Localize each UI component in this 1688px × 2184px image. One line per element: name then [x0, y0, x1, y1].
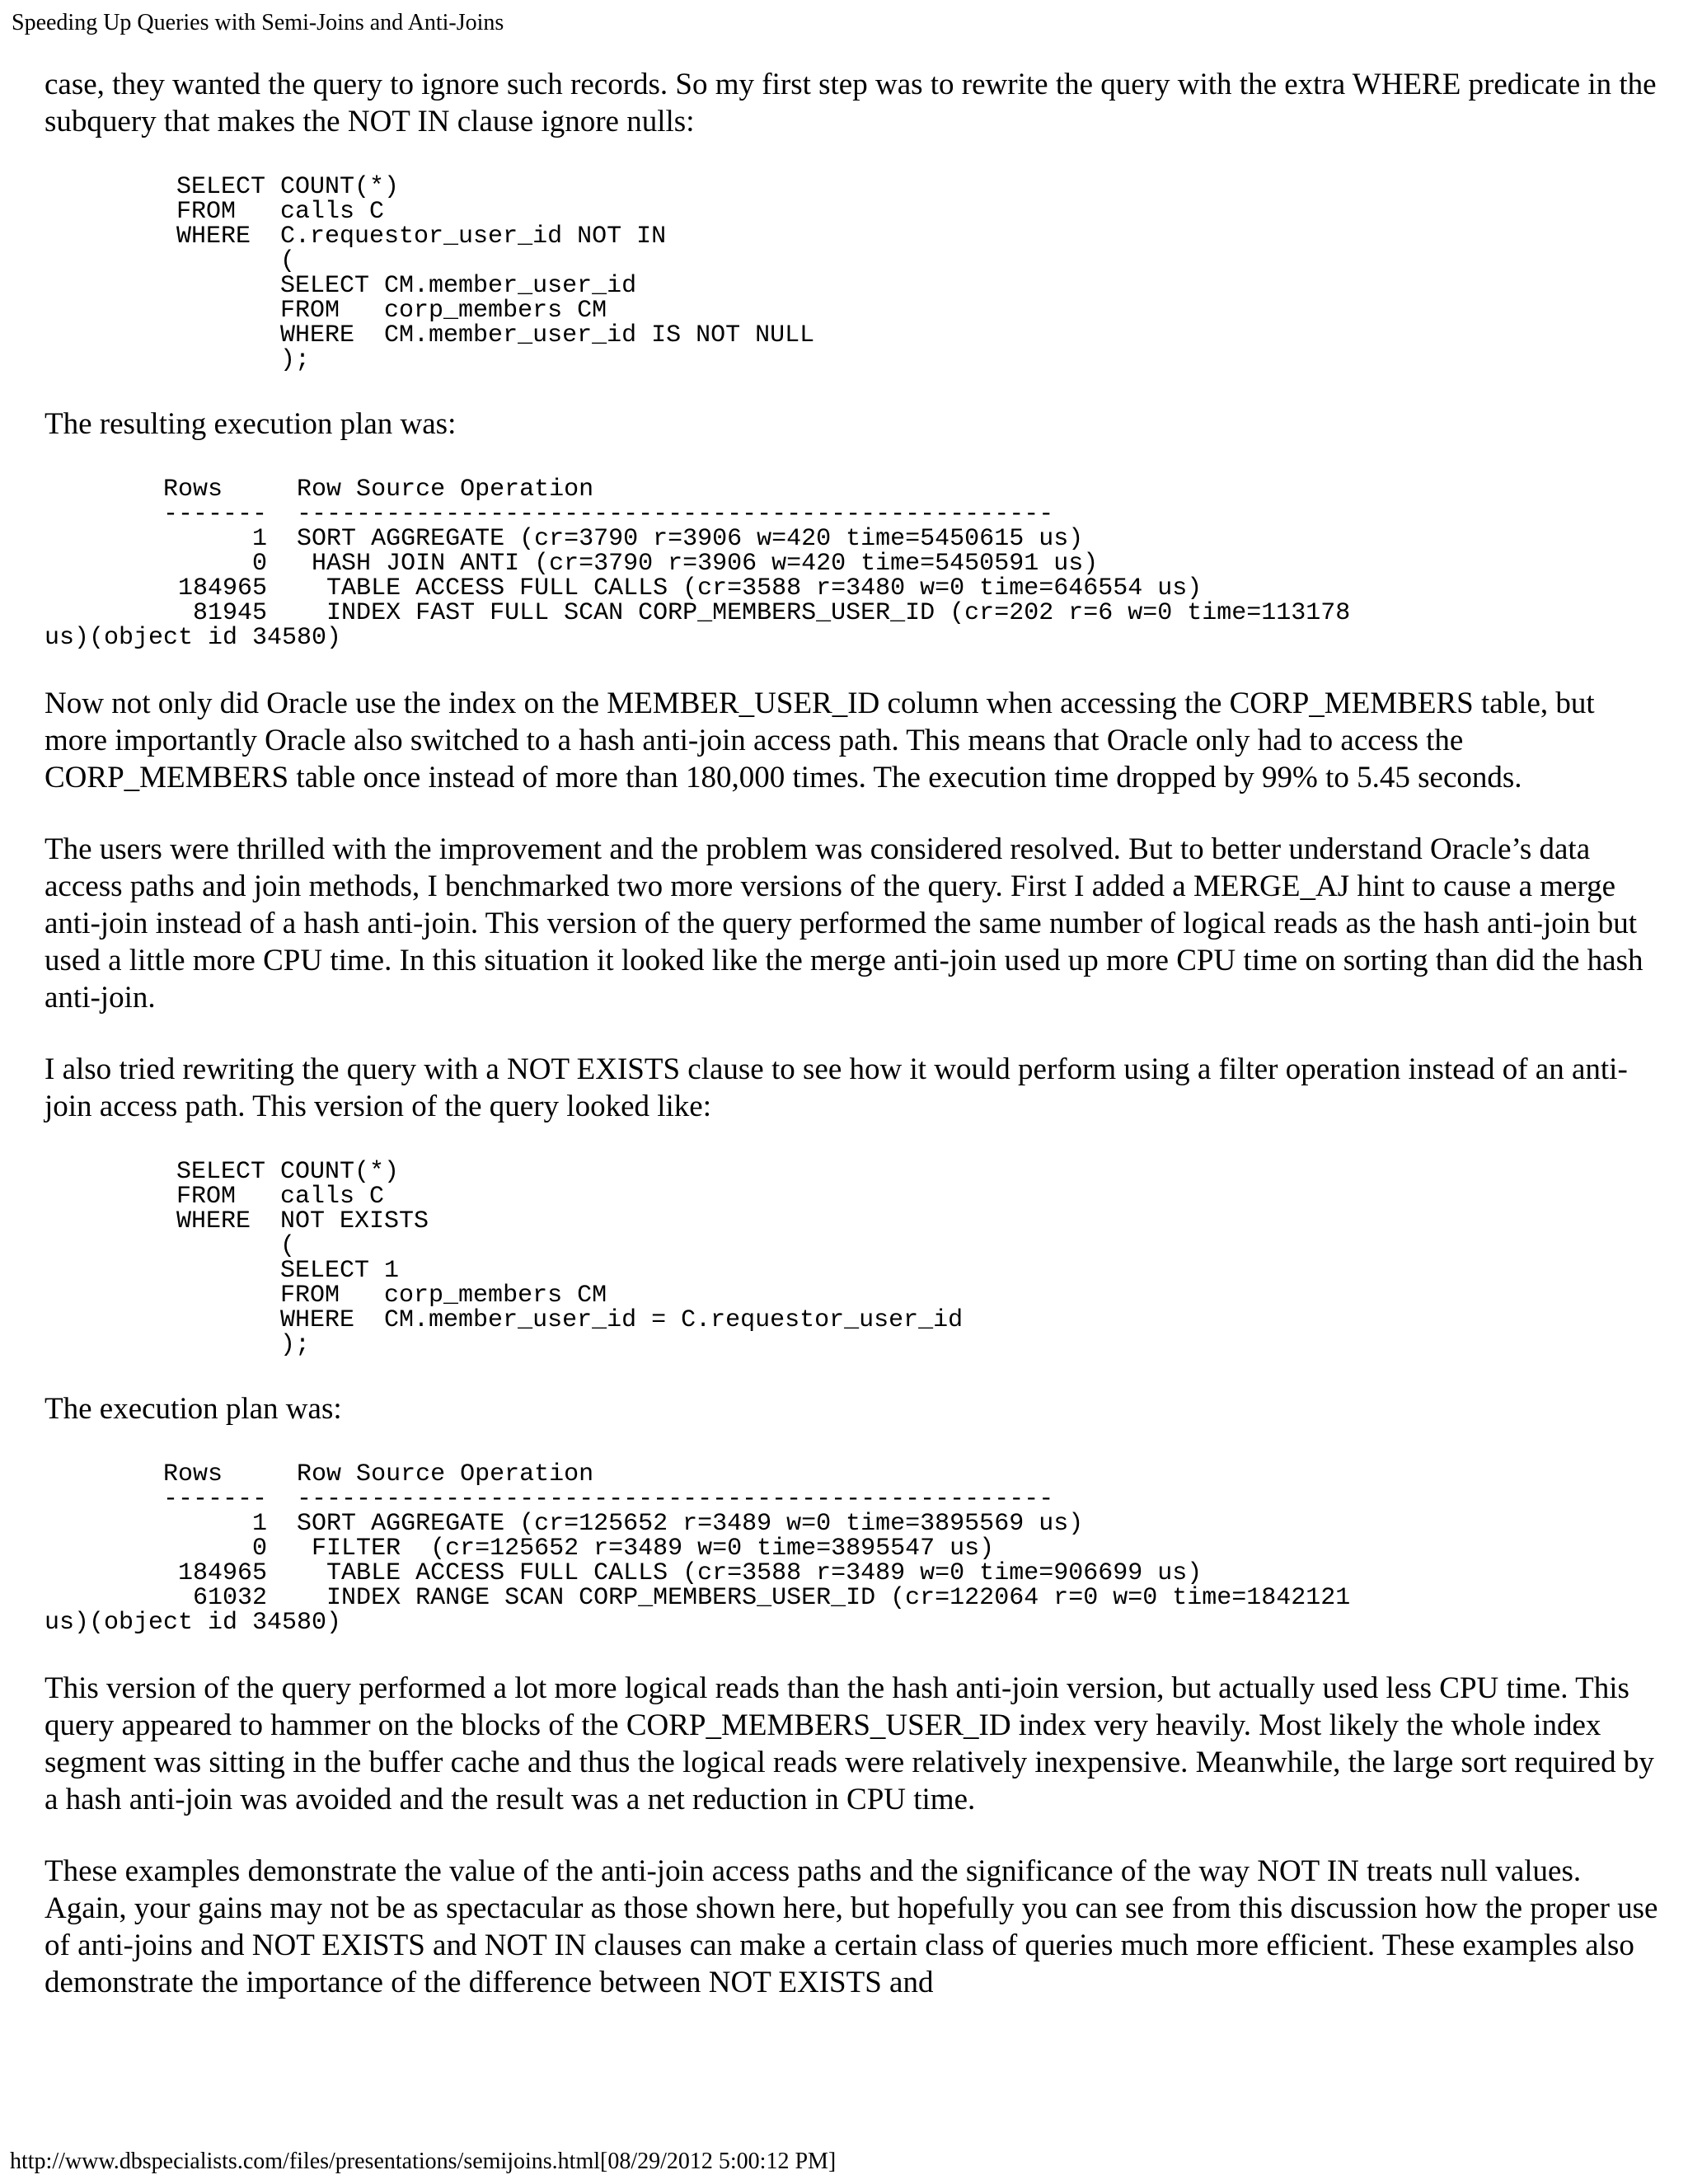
paragraph-conclusion: These examples demonstrate the value of the anti-join access paths and the significance of the way NOT IN treats null values. Again, your gains may not be as spectacular as those shown here, but hopefully you can see from this discussion how the proper use of anti-joins and NOT EXISTS and NOT IN clauses can make a certain class of queries much more efficient. These examples also demonstrate the importance of the difference between NOT EXISTS and [45, 1854, 1658, 1999]
paragraph-plan-heading-1: The resulting execution plan was: [45, 407, 457, 441]
paragraph-intro: case, they wanted the query to ignore such records. So my first step was to rewrite the query with the extra WHERE predicate in the subquery that makes the NOT IN clause ignore nulls: [45, 68, 1657, 138]
page-header-title: Speeding Up Queries with Semi-Joins and Anti-Joins [12, 10, 504, 35]
execution-plan-hash-anti-join: Rows Row Source Operation ------- --------------------------------------------------- 1 SORT AGGREGATE (cr=3790 r=3906 w=420 time=5450615 us) 0 HASH JOIN ANTI (cr=3790 r=3906 w=420 time=5450591 us) 184965 TABLE ACCESS FULL CALLS (cr=3588 r=3480 w=0 time=646554 us) 81945 INDEX FAST FULL SCAN CORP_MEMBERS_USER_ID (cr=202 r=6 w=0 time=113178 us)(object id 34580) [45, 476, 1351, 652]
paragraph-logical-reads: This version of the query performed a lot more logical reads than the hash anti-join version, but actually used less CPU time. This query appeared to hammer on the blocks of the CORP_MEMBERS_USER_ID index very heavily. Most likely the whole index segment was sitting in the buffer cache and thus the logical reads were relatively inexpensive. Meanwhile, the large sort required by a hash anti-join was avoided and the result was a net reduction in CPU time. [45, 1671, 1654, 1816]
sql-query-not-in: SELECT COUNT(*) FROM calls C WHERE C.requestor_user_id NOT IN ( SELECT CM.member_user_id FROM corp_members CM WHERE CM.member_user_id IS NOT NULL ); [176, 173, 815, 374]
article-body [45, 66, 1660, 2036]
page-footer-url: http://www.dbspecialists.com/files/presentations/semijoins.html[08/29/2012 5:00:12 PM] [10, 2149, 837, 2174]
paragraph-index-result: Now not only did Oracle use the index on the MEMBER_USER_ID column when accessing the CORP_MEMBERS table, but more importantly Oracle also switched to a hash anti-join access path. This means that Oracle only had to access the CORP_MEMBERS table once instead of more than 180,000 times. The execution time dropped by 99% to 5.45 seconds. [45, 687, 1595, 794]
paragraph-merge-anti-join: The users were thrilled with the improvement and the problem was considered resolved. But to better understand Oracle’s data access paths and join methods, I benchmarked two more versions of the query. First I added a MERGE_AJ hint to cause a merge anti-join instead of a hash anti-join. This version of the query performed the same number of logical reads as the hash anti-join but used a little more CPU time. In this situation it looked like the merge anti-join used up more CPU time on sorting than did the hash anti-join. [45, 832, 1643, 1015]
paragraph-not-exists-intro: I also tried rewriting the query with a NOT EXISTS clause to see how it would perform using a filter operation instead of an anti-join access path. This version of the query looked like: [45, 1052, 1628, 1123]
sql-query-not-exists: SELECT COUNT(*) FROM calls C WHERE NOT EXISTS ( SELECT 1 FROM corp_members CM WHERE CM.member_user_id = C.requestor_user_id ); [176, 1158, 964, 1359]
paragraph-plan-heading-2: The execution plan was: [45, 1392, 342, 1426]
execution-plan-filter: Rows Row Source Operation ------- --------------------------------------------------- 1 SORT AGGREGATE (cr=125652 r=3489 w=0 time=3895569 us) 0 FILTER (cr=125652 r=3489 w=0 time=3895547 us) 184965 TABLE ACCESS FULL CALLS (cr=3588 r=3489 w=0 time=906699 us) 61032 INDEX RANGE SCAN CORP_MEMBERS_USER_ID (cr=122064 r=0 w=0 time=1842121 us)(object id 34580) [45, 1460, 1351, 1637]
